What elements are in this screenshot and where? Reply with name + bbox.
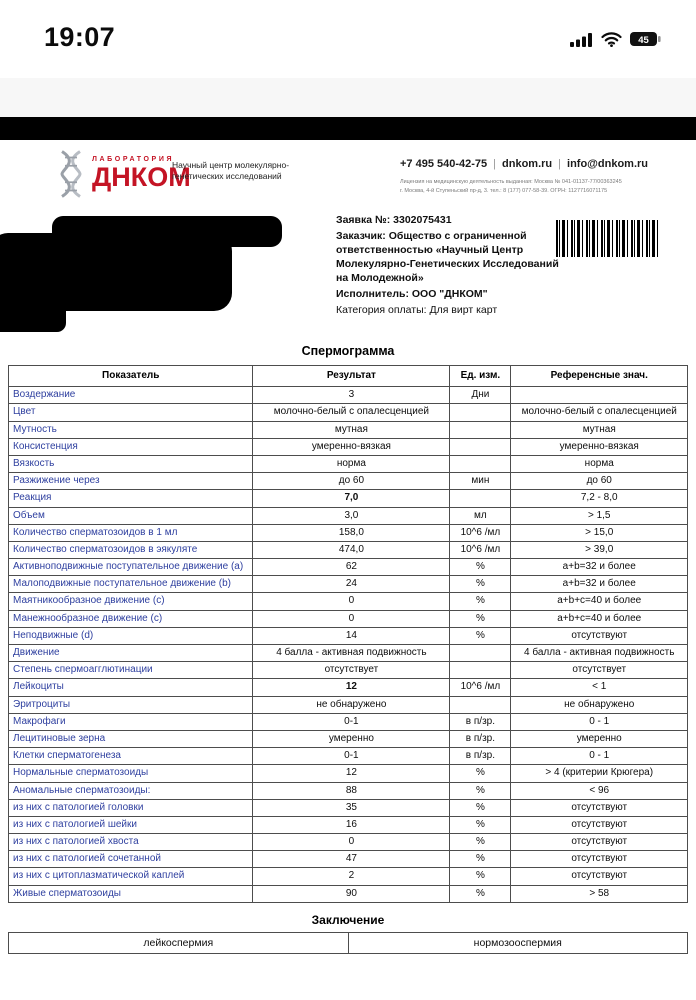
result-cell: 4 балла - активная подвижность xyxy=(253,645,450,662)
table-row xyxy=(9,421,688,438)
result-cell: отсутствует xyxy=(253,662,450,679)
result-cell: 0-1 xyxy=(253,748,450,765)
unit-cell: % xyxy=(450,593,511,610)
payment-category-line xyxy=(336,304,568,318)
unit-cell: в п/зр. xyxy=(450,748,511,765)
result-cell: 62 xyxy=(253,559,450,576)
unit-cell: в п/зр. xyxy=(450,713,511,730)
logo-brand-name: ДНКОМ xyxy=(92,162,191,192)
param-cell: Реакция xyxy=(9,490,253,507)
header-unit: Ед. изм. xyxy=(450,366,511,387)
request-number-value: 3302075431 xyxy=(393,214,452,226)
result-cell: не обнаружено xyxy=(253,696,450,713)
executor-line xyxy=(336,288,568,302)
unit-cell xyxy=(450,645,511,662)
table-row xyxy=(9,679,688,696)
table-header-row xyxy=(9,366,688,387)
table-row xyxy=(9,473,688,490)
order-info-section xyxy=(0,212,696,340)
ref-cell xyxy=(511,387,688,404)
website-link[interactable]: dnkom.ru xyxy=(502,158,553,170)
customer-label: Заказчик: xyxy=(336,229,386,242)
ref-cell: отсутствуют xyxy=(511,799,688,816)
ref-cell: отсутствуют xyxy=(511,627,688,644)
request-number-label: Заявка №: xyxy=(336,214,391,226)
table-row xyxy=(9,851,688,868)
unit-cell: % xyxy=(450,834,511,851)
param-cell: Маятникообразное движение (c) xyxy=(9,593,253,610)
param-cell: Лецитиновые зерна xyxy=(9,730,253,747)
param-cell: из них с патологией сочетанной xyxy=(9,851,253,868)
ref-cell: < 96 xyxy=(511,782,688,799)
ref-cell: отсутствуют xyxy=(511,868,688,885)
result-cell: 47 xyxy=(253,851,450,868)
param-cell: Количество сперматозоидов в 1 мл xyxy=(9,524,253,541)
email-link[interactable]: info@dnkom.ru xyxy=(567,158,649,170)
param-cell: Объем xyxy=(9,507,253,524)
result-cell: молочно-белый с опалесценцией xyxy=(253,404,450,421)
result-cell: 14 xyxy=(253,627,450,644)
result-cell: 24 xyxy=(253,576,450,593)
table-row xyxy=(9,610,688,627)
table-row xyxy=(9,782,688,799)
param-cell: Активноподвижные поступательное движение (a) xyxy=(9,559,253,576)
battery-percent-text: 45 xyxy=(638,34,649,46)
unit-cell: % xyxy=(450,816,511,833)
table-row xyxy=(9,541,688,558)
table-row xyxy=(9,627,688,644)
param-cell: Аномальные сперматозоиды: xyxy=(9,782,253,799)
param-cell: Количество сперматозоидов в эякуляте xyxy=(9,541,253,558)
unit-cell: 10^6 /мл xyxy=(450,524,511,541)
param-cell: из них с патологией головки xyxy=(9,799,253,816)
param-cell: Мутность xyxy=(9,421,253,438)
param-cell: Макрофаги xyxy=(9,713,253,730)
wifi-icon xyxy=(601,32,622,52)
table-row xyxy=(9,799,688,816)
result-cell: 0-1 xyxy=(253,713,450,730)
payment-category-value: Для вирт карт xyxy=(429,303,498,316)
ref-cell: отсутствует xyxy=(511,662,688,679)
unit-cell: % xyxy=(450,610,511,627)
result-cell: 35 xyxy=(253,799,450,816)
result-cell: 88 xyxy=(253,782,450,799)
ref-cell: a+b+c=40 и более xyxy=(511,593,688,610)
table-row xyxy=(9,662,688,679)
unit-cell: % xyxy=(450,576,511,593)
unit-cell: % xyxy=(450,765,511,782)
param-cell: Эритроциты xyxy=(9,696,253,713)
ref-cell: a+b=32 и более xyxy=(511,559,688,576)
table-row xyxy=(9,713,688,730)
ref-cell: a+b+c=40 и более xyxy=(511,610,688,627)
result-cell: умеренно-вязкая xyxy=(253,438,450,455)
executor-label: Исполнитель: xyxy=(336,287,409,300)
param-cell: Цвет xyxy=(9,404,253,421)
result-cell: 0 xyxy=(253,593,450,610)
table-row xyxy=(9,387,688,404)
unit-cell: % xyxy=(450,868,511,885)
battery-icon xyxy=(630,31,662,52)
status-bar xyxy=(0,0,696,78)
result-cell: мутная xyxy=(253,421,450,438)
table-row xyxy=(9,765,688,782)
header-reference: Референсные знач. xyxy=(511,366,688,387)
param-cell: из них с патологией хвоста xyxy=(9,834,253,851)
table-row xyxy=(9,730,688,747)
ref-cell: отсутствуют xyxy=(511,816,688,833)
result-cell: 2 xyxy=(253,868,450,885)
barcode xyxy=(556,220,660,257)
result-cell: 12 xyxy=(253,679,450,696)
conclusion-reference-cell: нормозооспермия xyxy=(348,932,688,953)
customer-value: Общество с ограниченной ответственностью «Научный Центр Молекулярно-Генетических Исследований на Молодежной» xyxy=(336,229,559,284)
viewer-background-strip xyxy=(0,78,696,117)
ref-cell: умеренно xyxy=(511,730,688,747)
param-cell: Разжижение через xyxy=(9,473,253,490)
ref-cell: отсутствуют xyxy=(511,851,688,868)
ref-cell: отсутствуют xyxy=(511,834,688,851)
status-time: 19:07 xyxy=(44,22,116,52)
param-cell: Манежнообразное движение (c) xyxy=(9,610,253,627)
conclusion-table xyxy=(8,932,688,954)
table-row xyxy=(9,696,688,713)
unit-cell xyxy=(450,455,511,472)
result-cell: 3 xyxy=(253,387,450,404)
table-row xyxy=(9,490,688,507)
table-row xyxy=(9,559,688,576)
conclusion-row xyxy=(9,932,688,953)
table-row xyxy=(9,593,688,610)
ref-cell: > 39,0 xyxy=(511,541,688,558)
result-cell: 90 xyxy=(253,885,450,902)
result-cell: до 60 xyxy=(253,473,450,490)
ref-cell: умеренно-вязкая xyxy=(511,438,688,455)
contact-line xyxy=(400,158,648,170)
ref-cell: 7,2 - 8,0 xyxy=(511,490,688,507)
unit-cell xyxy=(450,438,511,455)
ref-cell: > 15,0 xyxy=(511,524,688,541)
param-cell: Клетки сперматогенеза xyxy=(9,748,253,765)
ref-cell: молочно-белый с опалесценцией xyxy=(511,404,688,421)
param-cell: Малоподвижные поступательное движение (b) xyxy=(9,576,253,593)
table-row xyxy=(9,868,688,885)
fine-print-line-1: Лицензия на медицинскую деятельность выданная: Москва № 041-01137-77/00363245 xyxy=(400,179,622,185)
unit-cell: Дни xyxy=(450,387,511,404)
param-cell: Степень спермоагглютинации xyxy=(9,662,253,679)
result-cell: 12 xyxy=(253,765,450,782)
table-row xyxy=(9,816,688,833)
unit-cell: % xyxy=(450,799,511,816)
param-cell: Воздержание xyxy=(9,387,253,404)
unit-cell xyxy=(450,421,511,438)
param-cell: Движение xyxy=(9,645,253,662)
conclusion-title: Заключение xyxy=(311,912,385,927)
unit-cell: % xyxy=(450,559,511,576)
ref-cell: > 1,5 xyxy=(511,507,688,524)
ref-cell: < 1 xyxy=(511,679,688,696)
results-table xyxy=(8,365,688,903)
unit-cell: 10^6 /мл xyxy=(450,679,511,696)
ref-cell: 0 - 1 xyxy=(511,713,688,730)
result-cell: норма xyxy=(253,455,450,472)
result-cell: 7,0 xyxy=(253,490,450,507)
unit-cell: % xyxy=(450,851,511,868)
results-table-body xyxy=(9,387,688,903)
table-row xyxy=(9,885,688,902)
order-details xyxy=(336,214,568,320)
header-parameter: Показатель xyxy=(9,366,253,387)
unit-cell: % xyxy=(450,885,511,902)
result-cell: 16 xyxy=(253,816,450,833)
result-cell: 0 xyxy=(253,834,450,851)
param-cell: Лейкоциты xyxy=(9,679,253,696)
param-cell: из них с цитоплазматической каплей xyxy=(9,868,253,885)
table-row xyxy=(9,404,688,421)
param-cell: Живые сперматозоиды xyxy=(9,885,253,902)
param-cell: Вязкость xyxy=(9,455,253,472)
unit-cell xyxy=(450,404,511,421)
ref-cell: > 4 (критерии Крюгера) xyxy=(511,765,688,782)
result-cell: 3,0 xyxy=(253,507,450,524)
unit-cell: мин xyxy=(450,473,511,490)
ref-cell: 4 балла - активная подвижность xyxy=(511,645,688,662)
param-cell: Нормальные сперматозоиды xyxy=(9,765,253,782)
unit-cell xyxy=(450,490,511,507)
ref-cell: a+b=32 и более xyxy=(511,576,688,593)
table-row xyxy=(9,438,688,455)
fine-print xyxy=(400,178,664,197)
unit-cell: % xyxy=(450,782,511,799)
lab-report-document xyxy=(0,140,696,1000)
logo-lab-label: ЛАБОРАТОРИЯ xyxy=(92,156,175,163)
phone-number: +7 495 540-42-75 xyxy=(400,158,488,170)
header-result: Результат xyxy=(253,366,450,387)
ref-cell: норма xyxy=(511,455,688,472)
ref-cell: > 58 xyxy=(511,885,688,902)
table-row xyxy=(9,748,688,765)
result-cell: 158,0 xyxy=(253,524,450,541)
lab-description: Научный центр молекулярно-генетических исследований xyxy=(172,160,290,182)
lab-logo xyxy=(56,150,191,203)
table-row xyxy=(9,524,688,541)
payment-category-label: Категория оплаты: xyxy=(336,303,427,316)
unit-cell: в п/зр. xyxy=(450,730,511,747)
result-cell: 474,0 xyxy=(253,541,450,558)
black-divider-bar xyxy=(0,117,696,140)
contact-divider: | xyxy=(558,158,562,170)
table-row xyxy=(9,834,688,851)
result-cell: 0 xyxy=(253,610,450,627)
executor-value: ООО "ДНКОМ" xyxy=(411,287,488,300)
customer-line xyxy=(336,230,568,286)
ref-cell: до 60 xyxy=(511,473,688,490)
request-number-line xyxy=(336,214,568,228)
contact-divider: | xyxy=(493,158,497,170)
param-cell: Консистенция xyxy=(9,438,253,455)
document-header xyxy=(0,148,696,212)
table-row xyxy=(9,507,688,524)
ref-cell: 0 - 1 xyxy=(511,748,688,765)
unit-cell xyxy=(450,662,511,679)
status-icons xyxy=(570,31,662,52)
conclusion-result-cell: лейкоспермия xyxy=(9,932,349,953)
table-row xyxy=(9,455,688,472)
table-row xyxy=(9,576,688,593)
unit-cell: мл xyxy=(450,507,511,524)
cellular-signal-icon xyxy=(570,32,593,52)
dna-helix-icon xyxy=(56,150,86,203)
unit-cell: % xyxy=(450,627,511,644)
ref-cell: не обнаружено xyxy=(511,696,688,713)
fine-print-line-2: г. Москва, 4-й Ступеньский пр-д, 3. тел.: 8 (177) 077-58-39. ОГРН: 1127716071175 xyxy=(400,188,608,195)
unit-cell xyxy=(450,696,511,713)
param-cell: из них с патологией шейки xyxy=(9,816,253,833)
param-cell: Неподвижные (d) xyxy=(9,627,253,644)
ref-cell: мутная xyxy=(511,421,688,438)
report-title: Спермограмма xyxy=(301,344,395,358)
table-row xyxy=(9,645,688,662)
redaction-blob xyxy=(0,212,300,345)
result-cell: умеренно xyxy=(253,730,450,747)
unit-cell: 10^6 /мл xyxy=(450,541,511,558)
